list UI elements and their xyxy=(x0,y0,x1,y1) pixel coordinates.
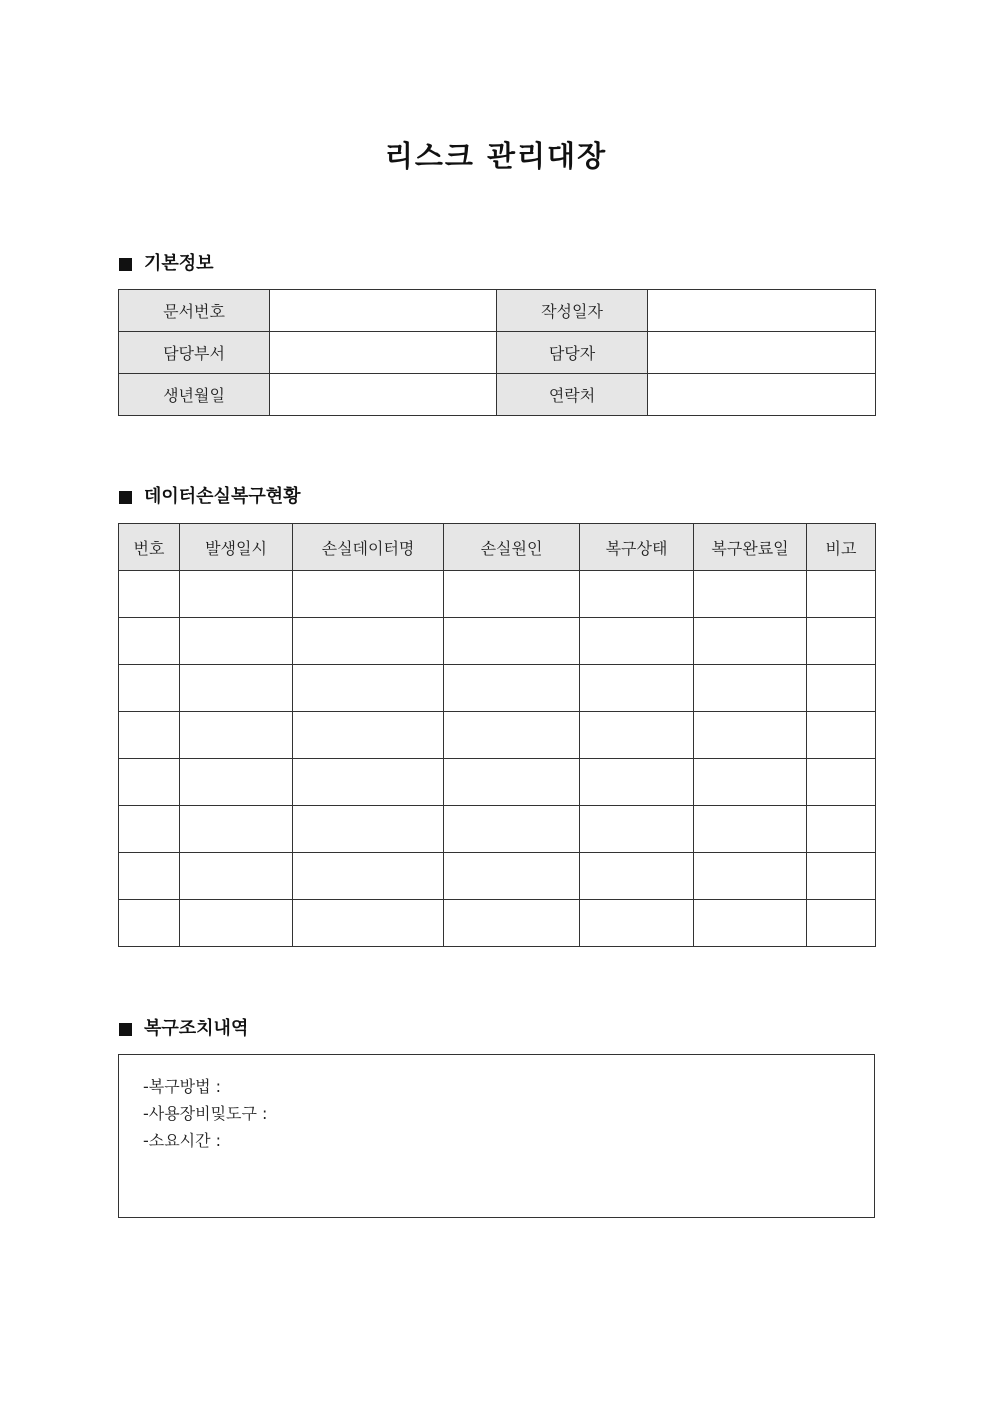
created-date-field[interactable] xyxy=(648,290,876,332)
birthdate-field[interactable] xyxy=(270,374,497,416)
recovery-status-heading-text: 데이터손실복구현황 xyxy=(144,486,301,507)
occurred-at-cell[interactable] xyxy=(180,900,293,947)
remarks-cell[interactable] xyxy=(807,665,876,712)
lost-data-name-cell[interactable] xyxy=(293,853,444,900)
table-row xyxy=(119,665,876,712)
square-bullet-icon xyxy=(119,491,132,504)
lost-data-name-cell[interactable] xyxy=(293,712,444,759)
created-date-label: 작성일자 xyxy=(497,290,648,332)
number-cell[interactable] xyxy=(119,853,180,900)
column-header-loss-cause: 손실원인 xyxy=(444,524,580,571)
column-header-recovery-status: 복구상태 xyxy=(580,524,694,571)
recovery-status-cell[interactable] xyxy=(580,665,694,712)
recovery-status-table xyxy=(118,523,876,947)
loss-cause-cell[interactable] xyxy=(444,571,580,618)
recovery-actions-heading-text: 복구조치내역 xyxy=(144,1018,249,1039)
completion-date-cell[interactable] xyxy=(694,571,807,618)
loss-cause-cell[interactable] xyxy=(444,900,580,947)
table-row xyxy=(119,900,876,947)
column-header-number: 번호 xyxy=(119,524,180,571)
contact-label: 연락처 xyxy=(497,374,648,416)
recovery-status-cell[interactable] xyxy=(580,853,694,900)
column-header-remarks: 비고 xyxy=(807,524,876,571)
recovery-status-heading xyxy=(119,484,301,510)
department-field[interactable] xyxy=(270,332,497,374)
number-cell[interactable] xyxy=(119,665,180,712)
doc-number-label: 문서번호 xyxy=(119,290,270,332)
lost-data-name-cell[interactable] xyxy=(293,759,444,806)
occurred-at-cell[interactable] xyxy=(180,665,293,712)
completion-date-cell[interactable] xyxy=(694,618,807,665)
basic-info-row xyxy=(119,374,876,416)
lost-data-name-cell[interactable] xyxy=(293,900,444,947)
recovery-actions-lines xyxy=(143,1073,267,1154)
basic-info-row xyxy=(119,290,876,332)
occurred-at-cell[interactable] xyxy=(180,712,293,759)
contact-field[interactable] xyxy=(648,374,876,416)
lost-data-name-cell[interactable] xyxy=(293,806,444,853)
remarks-cell[interactable] xyxy=(807,618,876,665)
table-row xyxy=(119,618,876,665)
number-cell[interactable] xyxy=(119,759,180,806)
number-cell[interactable] xyxy=(119,900,180,947)
table-row xyxy=(119,759,876,806)
recovery-status-cell[interactable] xyxy=(580,900,694,947)
table-row xyxy=(119,806,876,853)
doc-number-field[interactable] xyxy=(270,290,497,332)
table-header-row xyxy=(119,524,876,571)
recovery-status-cell[interactable] xyxy=(580,618,694,665)
basic-info-table xyxy=(118,289,876,416)
loss-cause-cell[interactable] xyxy=(444,759,580,806)
completion-date-cell[interactable] xyxy=(694,759,807,806)
completion-date-cell[interactable] xyxy=(694,665,807,712)
completion-date-cell[interactable] xyxy=(694,900,807,947)
remarks-cell[interactable] xyxy=(807,712,876,759)
loss-cause-cell[interactable] xyxy=(444,806,580,853)
square-bullet-icon xyxy=(119,258,132,271)
recovery-actions-heading xyxy=(119,1016,248,1042)
equipment-tools-line: -사용장비및도구 : xyxy=(143,1104,268,1123)
basic-info-row xyxy=(119,332,876,374)
completion-date-cell[interactable] xyxy=(694,712,807,759)
completion-date-cell[interactable] xyxy=(694,806,807,853)
remarks-cell[interactable] xyxy=(807,571,876,618)
loss-cause-cell[interactable] xyxy=(444,853,580,900)
remarks-cell[interactable] xyxy=(807,900,876,947)
remarks-cell[interactable] xyxy=(807,853,876,900)
time-required-line: -소요시간 : xyxy=(143,1131,222,1150)
department-label: 담당부서 xyxy=(119,332,270,374)
occurred-at-cell[interactable] xyxy=(180,759,293,806)
recovery-method-line: -복구방법 : xyxy=(143,1077,222,1096)
occurred-at-cell[interactable] xyxy=(180,571,293,618)
lost-data-name-cell[interactable] xyxy=(293,618,444,665)
document-title: 리스크 관리대장 xyxy=(384,139,608,173)
column-header-lost-data-name: 손실데이터명 xyxy=(293,524,444,571)
occurred-at-cell[interactable] xyxy=(180,806,293,853)
recovery-status-cell[interactable] xyxy=(580,806,694,853)
table-row xyxy=(119,712,876,759)
number-cell[interactable] xyxy=(119,806,180,853)
basic-info-heading xyxy=(119,251,214,277)
remarks-cell[interactable] xyxy=(807,806,876,853)
number-cell[interactable] xyxy=(119,571,180,618)
number-cell[interactable] xyxy=(119,712,180,759)
completion-date-cell[interactable] xyxy=(694,853,807,900)
lost-data-name-cell[interactable] xyxy=(293,571,444,618)
loss-cause-cell[interactable] xyxy=(444,712,580,759)
remarks-cell[interactable] xyxy=(807,759,876,806)
square-bullet-icon xyxy=(119,1023,132,1036)
occurred-at-cell[interactable] xyxy=(180,853,293,900)
loss-cause-cell[interactable] xyxy=(444,665,580,712)
lost-data-name-cell[interactable] xyxy=(293,665,444,712)
recovery-actions-box[interactable] xyxy=(118,1054,875,1218)
recovery-status-cell[interactable] xyxy=(580,759,694,806)
occurred-at-cell[interactable] xyxy=(180,618,293,665)
recovery-status-cell[interactable] xyxy=(580,712,694,759)
table-row xyxy=(119,571,876,618)
table-row xyxy=(119,853,876,900)
manager-label: 담당자 xyxy=(497,332,648,374)
column-header-occurred-at: 발생일시 xyxy=(180,524,293,571)
loss-cause-cell[interactable] xyxy=(444,618,580,665)
birthdate-label: 생년월일 xyxy=(119,374,270,416)
number-cell[interactable] xyxy=(119,618,180,665)
column-header-completion-date: 복구완료일 xyxy=(694,524,807,571)
basic-info-heading-text: 기본정보 xyxy=(144,253,214,274)
recovery-status-cell[interactable] xyxy=(580,571,694,618)
manager-field[interactable] xyxy=(648,332,876,374)
